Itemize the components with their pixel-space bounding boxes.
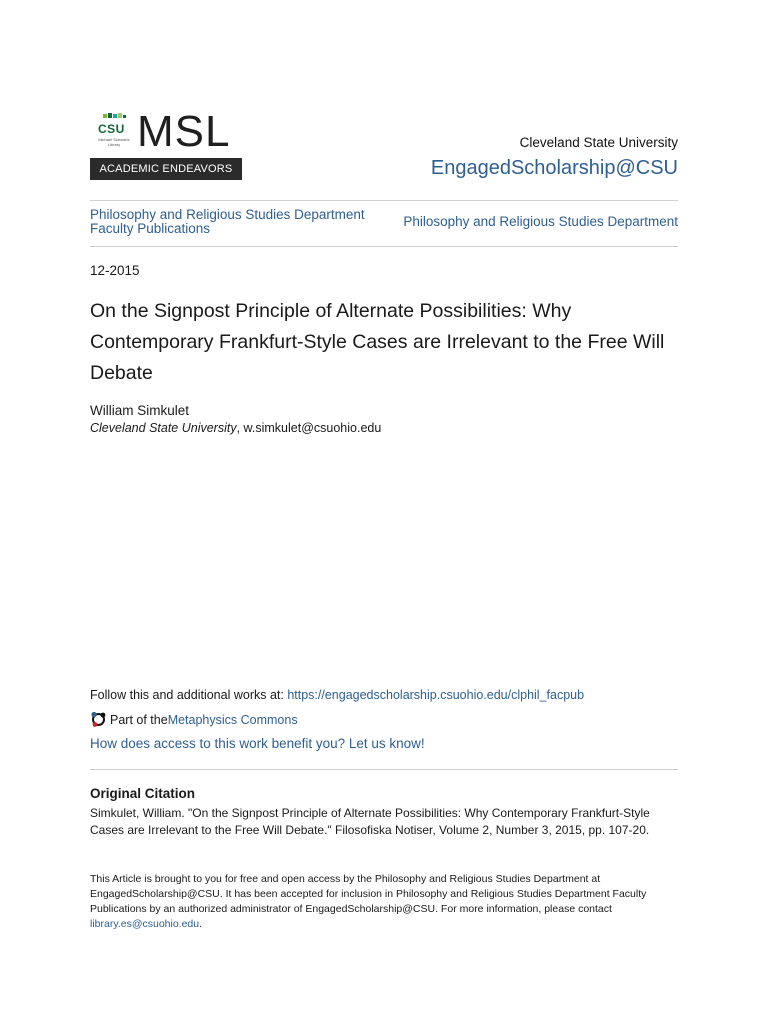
follow-url-link[interactable]: https://engagedscholarship.csuohio.edu/clphil_facpub (287, 688, 585, 702)
citation-heading: Original Citation (90, 786, 196, 801)
feedback-link[interactable]: How does access to this work benefit you? Let us know! (90, 736, 425, 751)
repository-link[interactable]: EngagedScholarship@CSU (430, 157, 678, 179)
logo-band: ACADEMIC ENDEAVORS (90, 158, 242, 180)
author-affiliation (90, 421, 381, 435)
collection-line2: Faculty Publications (90, 221, 211, 236)
author-name: William Simkulet (90, 403, 190, 418)
logo-top (90, 107, 242, 158)
metaphysics-commons-link[interactable]: Metaphysics Commons (167, 712, 298, 727)
notice-end: . (199, 918, 203, 930)
csu-mark-text: CSU (98, 122, 125, 136)
publication-date: 12-2015 (90, 263, 140, 278)
msl-logo (90, 107, 242, 180)
network-commons-icon (90, 711, 107, 728)
author-email: , w.simkulet@csuohio.edu (236, 421, 382, 435)
msl-wordmark: MSL (137, 107, 231, 156)
part-of-line (90, 711, 298, 728)
access-notice (90, 872, 670, 932)
divider-top (90, 200, 678, 201)
collection-line1: Philosophy and Religious Studies Department (90, 207, 365, 222)
affiliation-name: Cleveland State University (90, 421, 237, 435)
department-link[interactable]: Philosophy and Religious Studies Department (403, 214, 678, 229)
divider-citation (90, 769, 678, 770)
csu-mark-subtext: Michael Schwartz Library (98, 137, 130, 147)
article-title: On the Signpost Principle of Alternate Possibilities: Why Contemporary Frankfurt-Style Cases are Irrelevant to the Free Will Debate (90, 300, 665, 384)
divider-series (90, 246, 678, 247)
follow-label: Follow this and additional works at: (90, 688, 288, 702)
part-of-label: Part of the (110, 712, 168, 727)
follow-line (90, 688, 584, 702)
notice-text: This Article is brought to you for free and open access by the Philosophy and Religious Studies Department at EngagedScholarship@CSU. It has been accepted for inclusion in Philosophy and Religious Studies Department Faculty Publications by an authorized administrator of EngagedScholarship@CSU. For more information, please contact (90, 873, 647, 915)
collection-link[interactable] (90, 208, 390, 236)
contact-email-link[interactable]: library.es@csuohio.edu (90, 918, 200, 930)
citation-text: Simkulet, William. "On the Signpost Principle of Alternate Possibilities: Why Contemporary Frankfurt-Style Cases are Irrelevant to the Free Will Debate." Filosofiska Notiser, Volume 2, Number 3, 2015, pp. 107-20. (90, 806, 650, 837)
institution-name: Cleveland State University (519, 135, 678, 150)
